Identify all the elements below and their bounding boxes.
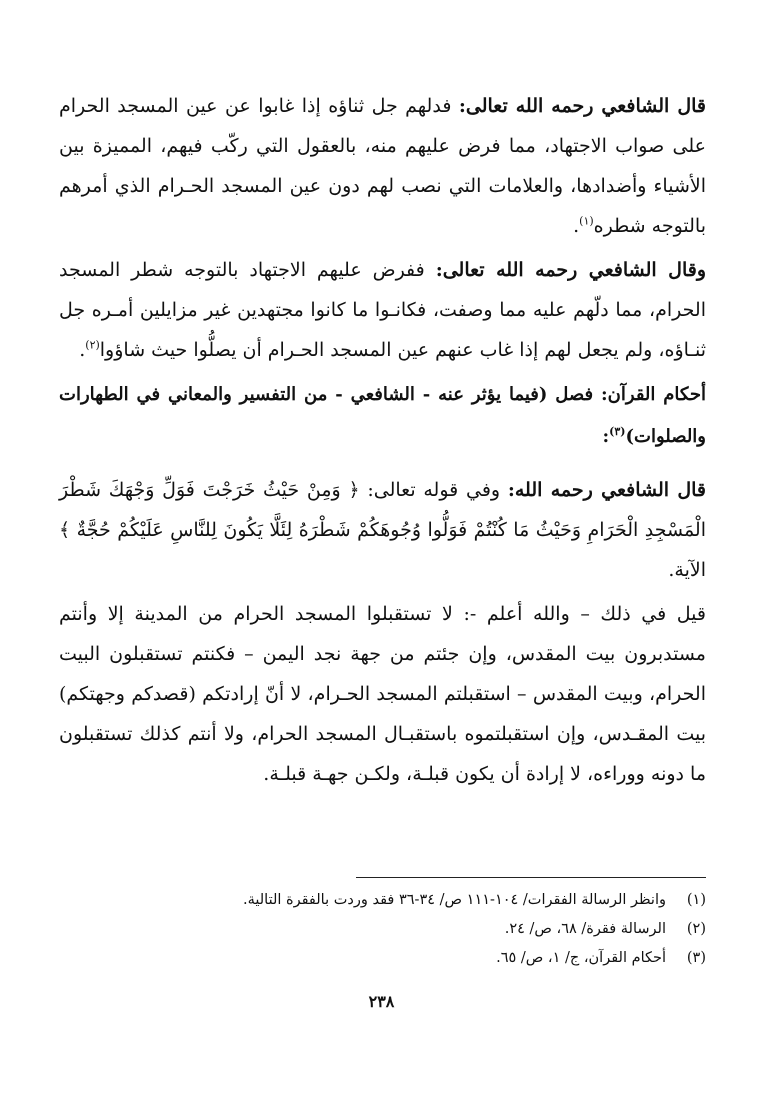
- footnote-text: وانظر الرسالة الفقرات/ ١٠٤-١١١ ص/ ٣٤-٣٦ فقد وردت بالفقرة التالية.: [242, 892, 666, 908]
- quran-open-bracket: ﴿: [348, 479, 360, 501]
- footnote-ref-3[interactable]: (٣): [609, 425, 626, 438]
- footnote-3: [59, 944, 706, 973]
- paragraph-2-text: ففرض عليهم الاجتهاد بالتوجه شطر المسجد الحرام، مما دلّهم عليه مما وصفت، فكانـوا ما كانوا مجتهدين غير مزايلين أمـره جل ثنـاؤه، ولم يجعل لهم إذا غاب عنهم عين المسجد الحـرام أن يصلُّوا حيث شاؤوا: [59, 259, 706, 361]
- footnote-2: [59, 915, 706, 944]
- paragraph-1: [59, 86, 706, 246]
- footnote-text: أحكام القرآن، ج/ ١، ص/ ٦٥.: [496, 950, 666, 966]
- paragraph-quran: [59, 470, 706, 590]
- paragraph-2-end: .: [79, 339, 86, 361]
- paragraph-1-end: .: [573, 215, 580, 237]
- page-number: ٢٣٨: [368, 992, 395, 1011]
- paragraph-quran-intro: وفي قوله تعالى:: [359, 479, 508, 501]
- footnote-ref-1[interactable]: (١): [579, 214, 594, 228]
- paragraph-quran-lead: قال الشافعي رحمه الله:: [507, 479, 707, 501]
- section-heading-text: أحكام القرآن: فصل (فيما يؤثر عنه - الشافعي - من التفسير والمعاني في الطهارات والصلوات): [59, 384, 706, 447]
- paragraph-1-text: فدلهم جل ثناؤه إذا غابوا عن عين المسجد الحرام على صواب الاجتهاد، مما فرض عليهم منه، بالعقول التي ركّب فيهم، المميزة بين الأشياء وأضدادها، والعلامات التي نصب لهم دون عين المسجد الحـرام الذي أمرهم بالتوجه شطره: [59, 95, 706, 237]
- paragraph-2: [59, 250, 706, 370]
- footnote-1: [59, 886, 706, 915]
- footnote-ref-2[interactable]: (٢): [85, 338, 100, 352]
- footnotes: [59, 886, 706, 973]
- section-heading-end: :: [602, 426, 610, 447]
- paragraph-2-lead: وقال الشافعي رحمه الله تعالى:: [435, 259, 706, 281]
- footnote-divider: [356, 877, 706, 878]
- footnote-number: (١): [686, 892, 706, 908]
- paragraph-quran-tail: الآية.: [668, 559, 706, 581]
- paragraph-4: [59, 594, 706, 794]
- page-body: [59, 86, 706, 794]
- paragraph-1-lead: قال الشافعي رحمه الله تعالى:: [458, 95, 706, 117]
- paragraph-4-text: قيل في ذلك – والله أعلم -: لا تستقبلوا المسجد الحرام من المدينة إلا وأنتم مستدبرون بيت المقدس، وإن جئتم من جهة نجد اليمن – فكنتم تستقبلون البيت الحرام، وبيت المقدس – استقبلتم المسجد الحـرام، لا أنّ إرادتكم (قصدكم وجهتكم) بيت المقـدس، وإن استقبلتموه باستقبـال المسجد الحرام، ولا أنتم كذلك تستقبلون ما دونه ووراءه، لا إرادة أن يكون قبلـة، ولكـن جهـة قبلـة.: [59, 603, 706, 785]
- footnote-number: (٣): [686, 950, 706, 966]
- quran-close-bracket: ﴾: [59, 519, 71, 541]
- quran-verse: وَمِنْ حَيْثُ خَرَجْتَ فَوَلِّ وَجْهَكَ شَطْرَ الْمَسْجِدِ الْحَرَامِ وَحَيْثُ مَا كُنْتُمْ فَوَلُّوا وُجُوهَكُمْ شَطْرَهُ لِئَلَّا يَكُونَ لِلنَّاسِ عَلَيْكُمْ حُجَّةٌ: [59, 479, 706, 541]
- footnote-text: الرسالة فقرة/ ٦٨، ص/ ٢٤.: [504, 921, 666, 937]
- section-heading: [59, 374, 706, 458]
- footnote-number: (٢): [686, 921, 706, 937]
